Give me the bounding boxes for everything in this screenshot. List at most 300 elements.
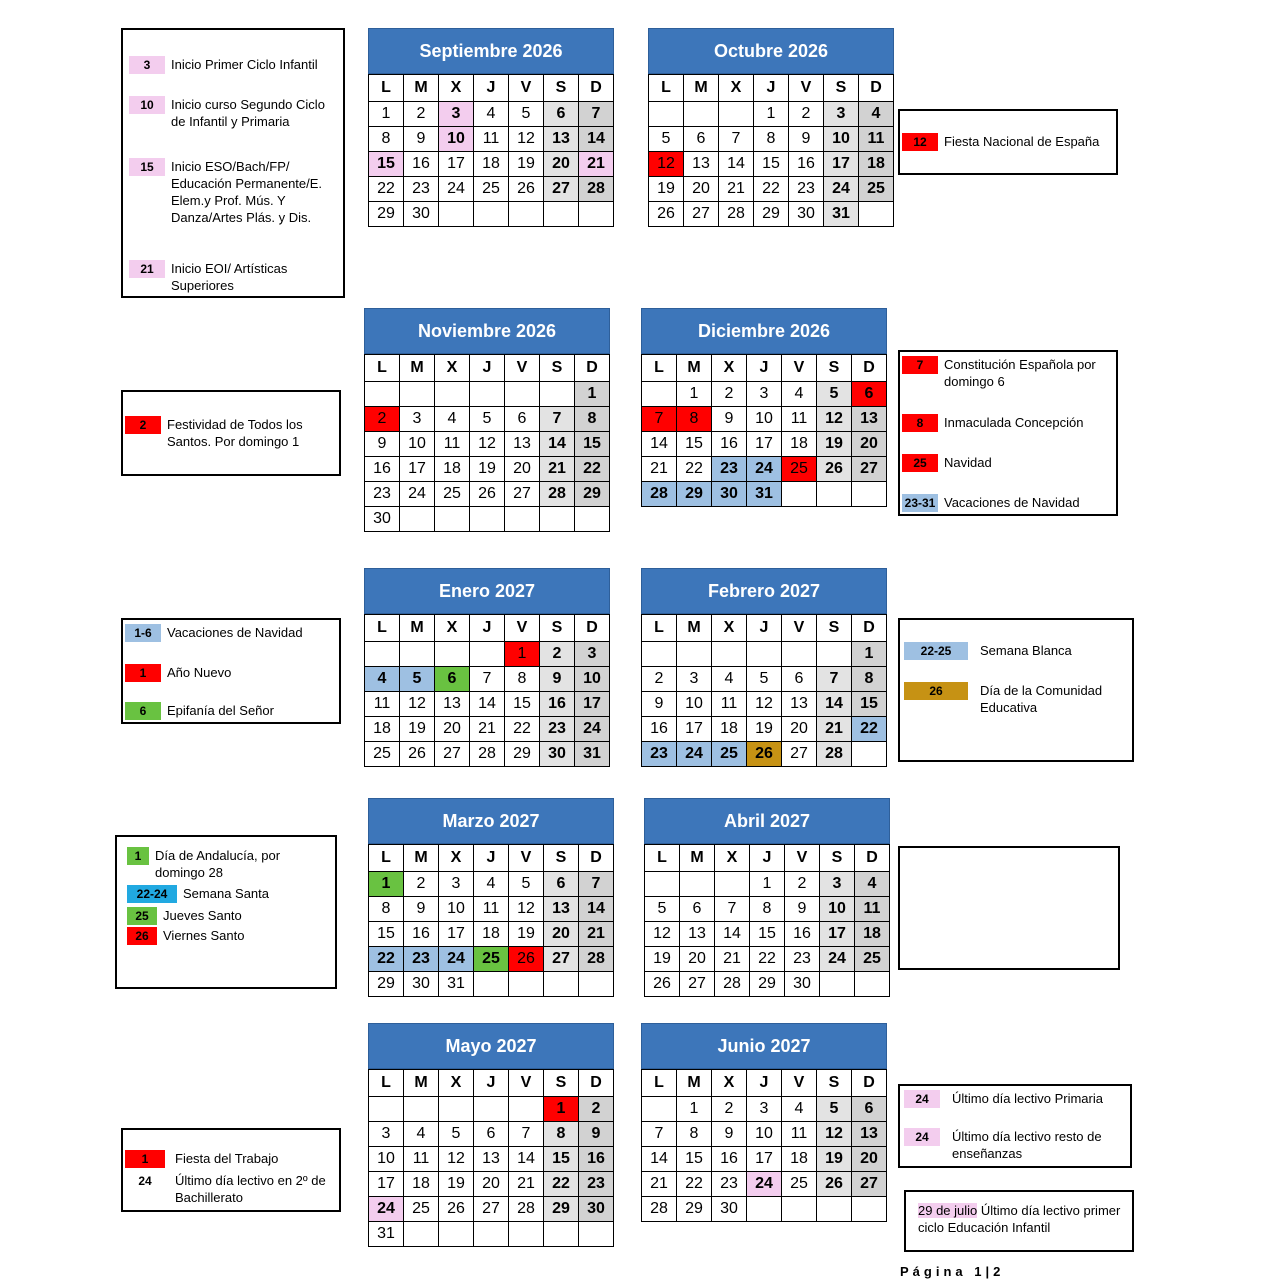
legend-noviembre xyxy=(121,390,341,476)
empty-cell xyxy=(439,1097,474,1122)
day-cell: 23 xyxy=(712,457,747,482)
day-cell: 22 xyxy=(544,1172,579,1197)
day-cell: 21 xyxy=(470,717,505,742)
day-cell: 12 xyxy=(509,897,544,922)
empty-cell xyxy=(505,382,540,407)
day-cell: 10 xyxy=(400,432,435,457)
legend-item xyxy=(127,907,327,925)
day-cell: 26 xyxy=(817,1172,852,1197)
legend-text: Viernes Santo xyxy=(163,928,245,943)
day-cell: 21 xyxy=(642,1172,677,1197)
month-title: Febrero 2027 xyxy=(641,568,887,614)
day-cell: 1 xyxy=(677,382,712,407)
legend-item xyxy=(129,260,309,294)
empty-cell xyxy=(684,102,719,127)
day-cell: 16 xyxy=(789,152,824,177)
day-cell: 28 xyxy=(470,742,505,767)
weekday-header: L xyxy=(365,615,400,642)
weekday-header: L xyxy=(642,1070,677,1097)
weekday-header: S xyxy=(540,355,575,382)
day-cell: 18 xyxy=(474,922,509,947)
empty-cell xyxy=(470,382,505,407)
legend-text: Día de la Comunidad Educativa xyxy=(980,683,1103,715)
day-cell: 6 xyxy=(852,1097,887,1122)
day-cell: 20 xyxy=(680,947,715,972)
day-cell: 24 xyxy=(439,947,474,972)
month-grid xyxy=(368,74,614,227)
legend-item xyxy=(902,356,1114,390)
day-cell: 8 xyxy=(677,1122,712,1147)
weekday-header: V xyxy=(509,845,544,872)
day-cell: 17 xyxy=(400,457,435,482)
legend-swatch: 8 xyxy=(902,414,938,432)
day-cell: 9 xyxy=(404,897,439,922)
day-cell: 31 xyxy=(439,972,474,997)
month-grid xyxy=(641,614,887,767)
day-cell: 10 xyxy=(747,1122,782,1147)
day-cell: 19 xyxy=(509,152,544,177)
empty-cell xyxy=(404,1097,439,1122)
legend-item xyxy=(918,1202,1124,1236)
day-cell: 26 xyxy=(400,742,435,767)
day-cell: 6 xyxy=(544,872,579,897)
weekday-header: L xyxy=(649,75,684,102)
empty-cell xyxy=(855,972,890,997)
legend-item xyxy=(904,1128,1126,1162)
day-cell: 3 xyxy=(820,872,855,897)
day-cell: 22 xyxy=(750,947,785,972)
day-cell: 2 xyxy=(404,872,439,897)
day-cell: 18 xyxy=(404,1172,439,1197)
day-cell: 24 xyxy=(677,742,712,767)
legend-item xyxy=(127,927,327,945)
legend-swatch: 15 xyxy=(129,158,165,176)
day-cell: 6 xyxy=(474,1122,509,1147)
weekday-header: S xyxy=(824,75,859,102)
day-cell: 20 xyxy=(684,177,719,202)
calendar-enero xyxy=(364,568,610,767)
weekday-header: D xyxy=(579,75,614,102)
legend-item xyxy=(125,416,333,450)
weekday-header: D xyxy=(579,1070,614,1097)
day-cell: 12 xyxy=(747,692,782,717)
day-cell: 16 xyxy=(712,432,747,457)
day-cell: 5 xyxy=(747,667,782,692)
day-cell: 9 xyxy=(642,692,677,717)
day-cell: 18 xyxy=(474,152,509,177)
day-cell: 20 xyxy=(544,922,579,947)
day-cell: 13 xyxy=(852,407,887,432)
day-cell: 24 xyxy=(400,482,435,507)
legend-octubre xyxy=(898,109,1118,175)
day-cell: 21 xyxy=(540,457,575,482)
empty-cell xyxy=(400,382,435,407)
day-cell: 2 xyxy=(579,1097,614,1122)
day-cell: 2 xyxy=(642,667,677,692)
legend-text: Inmaculada Concepción xyxy=(944,415,1084,430)
day-cell: 15 xyxy=(505,692,540,717)
day-cell: 16 xyxy=(365,457,400,482)
calendar-febrero xyxy=(641,568,887,767)
day-cell: 26 xyxy=(509,177,544,202)
legend-text: Semana Blanca xyxy=(980,643,1072,658)
day-cell: 5 xyxy=(439,1122,474,1147)
day-cell: 8 xyxy=(677,407,712,432)
day-cell: 21 xyxy=(719,177,754,202)
day-cell: 9 xyxy=(789,127,824,152)
day-cell: 7 xyxy=(817,667,852,692)
empty-cell xyxy=(509,972,544,997)
day-cell: 4 xyxy=(474,102,509,127)
legend-text: Jueves Santo xyxy=(163,908,242,923)
day-cell: 29 xyxy=(754,202,789,227)
day-cell: 12 xyxy=(817,1122,852,1147)
legend-item xyxy=(125,1150,337,1168)
calendar-mayo xyxy=(368,1023,614,1247)
day-cell: 25 xyxy=(712,742,747,767)
legend-item xyxy=(904,1090,1126,1108)
legend-text: Epifanía del Señor xyxy=(167,703,274,718)
day-cell: 13 xyxy=(782,692,817,717)
month-grid xyxy=(641,354,887,507)
legend-text: Último día lectivo resto de enseñanzas xyxy=(952,1129,1102,1161)
day-cell: 2 xyxy=(785,872,820,897)
legend-text: Constitución Española por domingo 6 xyxy=(944,357,1096,389)
day-cell: 3 xyxy=(575,642,610,667)
legend-marzo xyxy=(115,835,337,989)
empty-cell xyxy=(579,972,614,997)
day-cell: 29 xyxy=(369,202,404,227)
weekday-header: S xyxy=(544,845,579,872)
empty-cell xyxy=(642,1097,677,1122)
day-cell: 25 xyxy=(404,1197,439,1222)
day-cell: 8 xyxy=(750,897,785,922)
day-cell: 28 xyxy=(719,202,754,227)
day-cell: 22 xyxy=(369,947,404,972)
day-cell: 16 xyxy=(404,152,439,177)
legend-abril xyxy=(898,846,1120,970)
day-cell: 1 xyxy=(544,1097,579,1122)
day-cell: 19 xyxy=(400,717,435,742)
day-cell: 17 xyxy=(439,922,474,947)
day-cell: 1 xyxy=(575,382,610,407)
day-cell: 2 xyxy=(365,407,400,432)
day-cell: 30 xyxy=(404,972,439,997)
weekday-header: V xyxy=(782,355,817,382)
day-cell: 18 xyxy=(782,432,817,457)
day-cell: 6 xyxy=(544,102,579,127)
legend-text: Último día lectivo primer ciclo Educación Infantil xyxy=(918,1203,1121,1235)
day-cell: 31 xyxy=(575,742,610,767)
day-cell: 26 xyxy=(747,742,782,767)
day-cell: 3 xyxy=(439,872,474,897)
day-cell: 30 xyxy=(404,202,439,227)
legend-item xyxy=(127,885,327,903)
day-cell: 21 xyxy=(579,152,614,177)
day-cell: 22 xyxy=(754,177,789,202)
day-cell: 28 xyxy=(540,482,575,507)
calendar-marzo xyxy=(368,798,614,997)
weekday-header: S xyxy=(544,1070,579,1097)
empty-cell xyxy=(544,972,579,997)
day-cell: 29 xyxy=(575,482,610,507)
weekday-header: L xyxy=(642,355,677,382)
weekday-header: M xyxy=(677,355,712,382)
day-cell: 4 xyxy=(782,1097,817,1122)
empty-cell xyxy=(852,1197,887,1222)
day-cell: 9 xyxy=(365,432,400,457)
legend-item xyxy=(902,494,1114,512)
day-cell: 4 xyxy=(365,667,400,692)
day-cell: 22 xyxy=(677,1172,712,1197)
legend-text: Último día lectivo Primaria xyxy=(952,1091,1103,1106)
empty-cell xyxy=(782,642,817,667)
day-cell: 14 xyxy=(715,922,750,947)
day-cell: 9 xyxy=(712,1122,747,1147)
day-cell: 14 xyxy=(642,432,677,457)
day-cell: 19 xyxy=(439,1172,474,1197)
empty-cell xyxy=(439,202,474,227)
day-cell: 25 xyxy=(365,742,400,767)
empty-cell xyxy=(435,642,470,667)
day-cell: 5 xyxy=(509,102,544,127)
legend-item xyxy=(125,702,337,720)
legend-item xyxy=(125,664,337,682)
day-cell: 16 xyxy=(642,717,677,742)
day-cell: 16 xyxy=(540,692,575,717)
weekday-header: M xyxy=(400,355,435,382)
empty-cell xyxy=(782,482,817,507)
day-cell: 28 xyxy=(579,177,614,202)
day-cell: 17 xyxy=(439,152,474,177)
weekday-header: J xyxy=(470,615,505,642)
month-grid xyxy=(368,1069,614,1247)
legend-item xyxy=(125,624,337,642)
day-cell: 23 xyxy=(789,177,824,202)
day-cell: 29 xyxy=(677,482,712,507)
day-cell: 22 xyxy=(505,717,540,742)
day-cell: 29 xyxy=(750,972,785,997)
weekday-header: X xyxy=(712,615,747,642)
day-cell: 26 xyxy=(649,202,684,227)
empty-cell xyxy=(439,1222,474,1247)
empty-cell xyxy=(365,642,400,667)
day-cell: 22 xyxy=(575,457,610,482)
day-cell: 13 xyxy=(544,127,579,152)
weekday-header: X xyxy=(439,75,474,102)
empty-cell xyxy=(435,382,470,407)
month-title: Marzo 2027 xyxy=(368,798,614,844)
legend-text: Fiesta del Trabajo xyxy=(175,1151,279,1166)
day-cell: 31 xyxy=(369,1222,404,1247)
day-cell: 4 xyxy=(474,872,509,897)
day-cell: 16 xyxy=(579,1147,614,1172)
legend-item xyxy=(902,414,1114,432)
day-cell: 13 xyxy=(852,1122,887,1147)
weekday-header: D xyxy=(575,355,610,382)
weekday-header: J xyxy=(470,355,505,382)
day-cell: 24 xyxy=(369,1197,404,1222)
day-cell: 18 xyxy=(782,1147,817,1172)
weekday-header: L xyxy=(369,845,404,872)
month-title: Octubre 2026 xyxy=(648,28,894,74)
day-cell: 15 xyxy=(677,1147,712,1172)
empty-cell xyxy=(400,507,435,532)
weekday-header: L xyxy=(369,1070,404,1097)
day-cell: 5 xyxy=(509,872,544,897)
legend-text: Inicio EOI/ Artísticas Superiores xyxy=(171,261,288,293)
day-cell: 14 xyxy=(579,897,614,922)
day-cell: 12 xyxy=(817,407,852,432)
weekday-header: J xyxy=(474,845,509,872)
day-cell: 10 xyxy=(677,692,712,717)
empty-cell xyxy=(540,507,575,532)
day-cell: 29 xyxy=(677,1197,712,1222)
day-cell: 15 xyxy=(544,1147,579,1172)
day-cell: 23 xyxy=(785,947,820,972)
legend-item xyxy=(904,642,1128,660)
day-cell: 12 xyxy=(400,692,435,717)
day-cell: 17 xyxy=(747,432,782,457)
weekday-header: M xyxy=(404,75,439,102)
day-cell: 27 xyxy=(852,457,887,482)
weekday-header: J xyxy=(747,355,782,382)
day-cell: 30 xyxy=(579,1197,614,1222)
month-title: Diciembre 2026 xyxy=(641,308,887,354)
day-cell: 21 xyxy=(715,947,750,972)
day-cell: 10 xyxy=(747,407,782,432)
day-cell: 14 xyxy=(817,692,852,717)
day-cell: 8 xyxy=(505,667,540,692)
day-cell: 9 xyxy=(540,667,575,692)
empty-cell xyxy=(642,642,677,667)
day-cell: 3 xyxy=(369,1122,404,1147)
month-title: Noviembre 2026 xyxy=(364,308,610,354)
day-cell: 12 xyxy=(439,1147,474,1172)
day-cell: 27 xyxy=(505,482,540,507)
day-cell: 29 xyxy=(544,1197,579,1222)
month-grid xyxy=(364,354,610,532)
weekday-header: M xyxy=(404,1070,439,1097)
day-cell: 8 xyxy=(852,667,887,692)
day-cell: 30 xyxy=(712,1197,747,1222)
day-cell: 11 xyxy=(855,897,890,922)
day-cell: 9 xyxy=(785,897,820,922)
day-cell: 28 xyxy=(509,1197,544,1222)
day-cell: 28 xyxy=(642,1197,677,1222)
legend-text: Inicio Primer Ciclo Infantil xyxy=(171,57,318,72)
day-cell: 4 xyxy=(404,1122,439,1147)
day-cell: 11 xyxy=(782,1122,817,1147)
day-cell: 30 xyxy=(712,482,747,507)
legend-diciembre xyxy=(898,350,1118,516)
empty-cell xyxy=(505,507,540,532)
weekday-header: D xyxy=(852,615,887,642)
day-cell: 25 xyxy=(474,177,509,202)
day-cell: 10 xyxy=(369,1147,404,1172)
day-cell: 14 xyxy=(470,692,505,717)
weekday-header: L xyxy=(645,845,680,872)
day-cell: 8 xyxy=(575,407,610,432)
day-cell: 6 xyxy=(852,382,887,407)
month-title: Abril 2027 xyxy=(644,798,890,844)
weekday-header: J xyxy=(747,1070,782,1097)
day-cell: 17 xyxy=(677,717,712,742)
day-cell: 23 xyxy=(712,1172,747,1197)
weekday-header: V xyxy=(789,75,824,102)
day-cell: 1 xyxy=(505,642,540,667)
day-cell: 26 xyxy=(645,972,680,997)
day-cell: 19 xyxy=(747,717,782,742)
weekday-header: V xyxy=(782,1070,817,1097)
calendar-noviembre xyxy=(364,308,610,532)
day-cell: 6 xyxy=(684,127,719,152)
empty-cell xyxy=(579,202,614,227)
day-cell: 8 xyxy=(369,897,404,922)
day-cell: 18 xyxy=(855,922,890,947)
weekday-header: V xyxy=(782,615,817,642)
legend-text: Navidad xyxy=(944,455,992,470)
day-cell: 21 xyxy=(509,1172,544,1197)
legend-item xyxy=(125,1172,337,1206)
day-cell: 7 xyxy=(719,127,754,152)
empty-cell xyxy=(820,972,855,997)
legend-mayo xyxy=(121,1128,341,1212)
legend-text: Año Nuevo xyxy=(167,665,232,680)
day-cell: 3 xyxy=(747,1097,782,1122)
weekday-header: D xyxy=(575,615,610,642)
weekday-header: J xyxy=(474,1070,509,1097)
legend-swatch: 7 xyxy=(902,356,938,374)
empty-cell xyxy=(677,642,712,667)
day-cell: 10 xyxy=(820,897,855,922)
empty-cell xyxy=(649,102,684,127)
day-cell: 21 xyxy=(642,457,677,482)
page-footer: Página 1|2 xyxy=(900,1264,1005,1279)
month-grid xyxy=(644,844,890,997)
day-cell: 31 xyxy=(747,482,782,507)
empty-cell xyxy=(579,1222,614,1247)
day-cell: 11 xyxy=(365,692,400,717)
day-cell: 2 xyxy=(712,1097,747,1122)
day-cell: 17 xyxy=(824,152,859,177)
day-cell: 7 xyxy=(540,407,575,432)
empty-cell xyxy=(365,382,400,407)
weekday-header: M xyxy=(400,615,435,642)
day-cell: 11 xyxy=(474,127,509,152)
weekday-header: X xyxy=(435,615,470,642)
day-cell: 25 xyxy=(474,947,509,972)
legend-swatch: 29 de julio xyxy=(918,1203,978,1218)
day-cell: 4 xyxy=(782,382,817,407)
day-cell: 3 xyxy=(747,382,782,407)
empty-cell xyxy=(852,742,887,767)
day-cell: 18 xyxy=(712,717,747,742)
weekday-header: D xyxy=(855,845,890,872)
day-cell: 28 xyxy=(715,972,750,997)
empty-cell xyxy=(645,872,680,897)
empty-cell xyxy=(435,507,470,532)
weekday-header: V xyxy=(785,845,820,872)
legend-swatch: 21 xyxy=(129,260,165,278)
day-cell: 18 xyxy=(365,717,400,742)
empty-cell xyxy=(474,972,509,997)
month-grid xyxy=(641,1069,887,1222)
day-cell: 4 xyxy=(855,872,890,897)
day-cell: 28 xyxy=(817,742,852,767)
legend-swatch: 25 xyxy=(902,454,938,472)
empty-cell xyxy=(474,202,509,227)
